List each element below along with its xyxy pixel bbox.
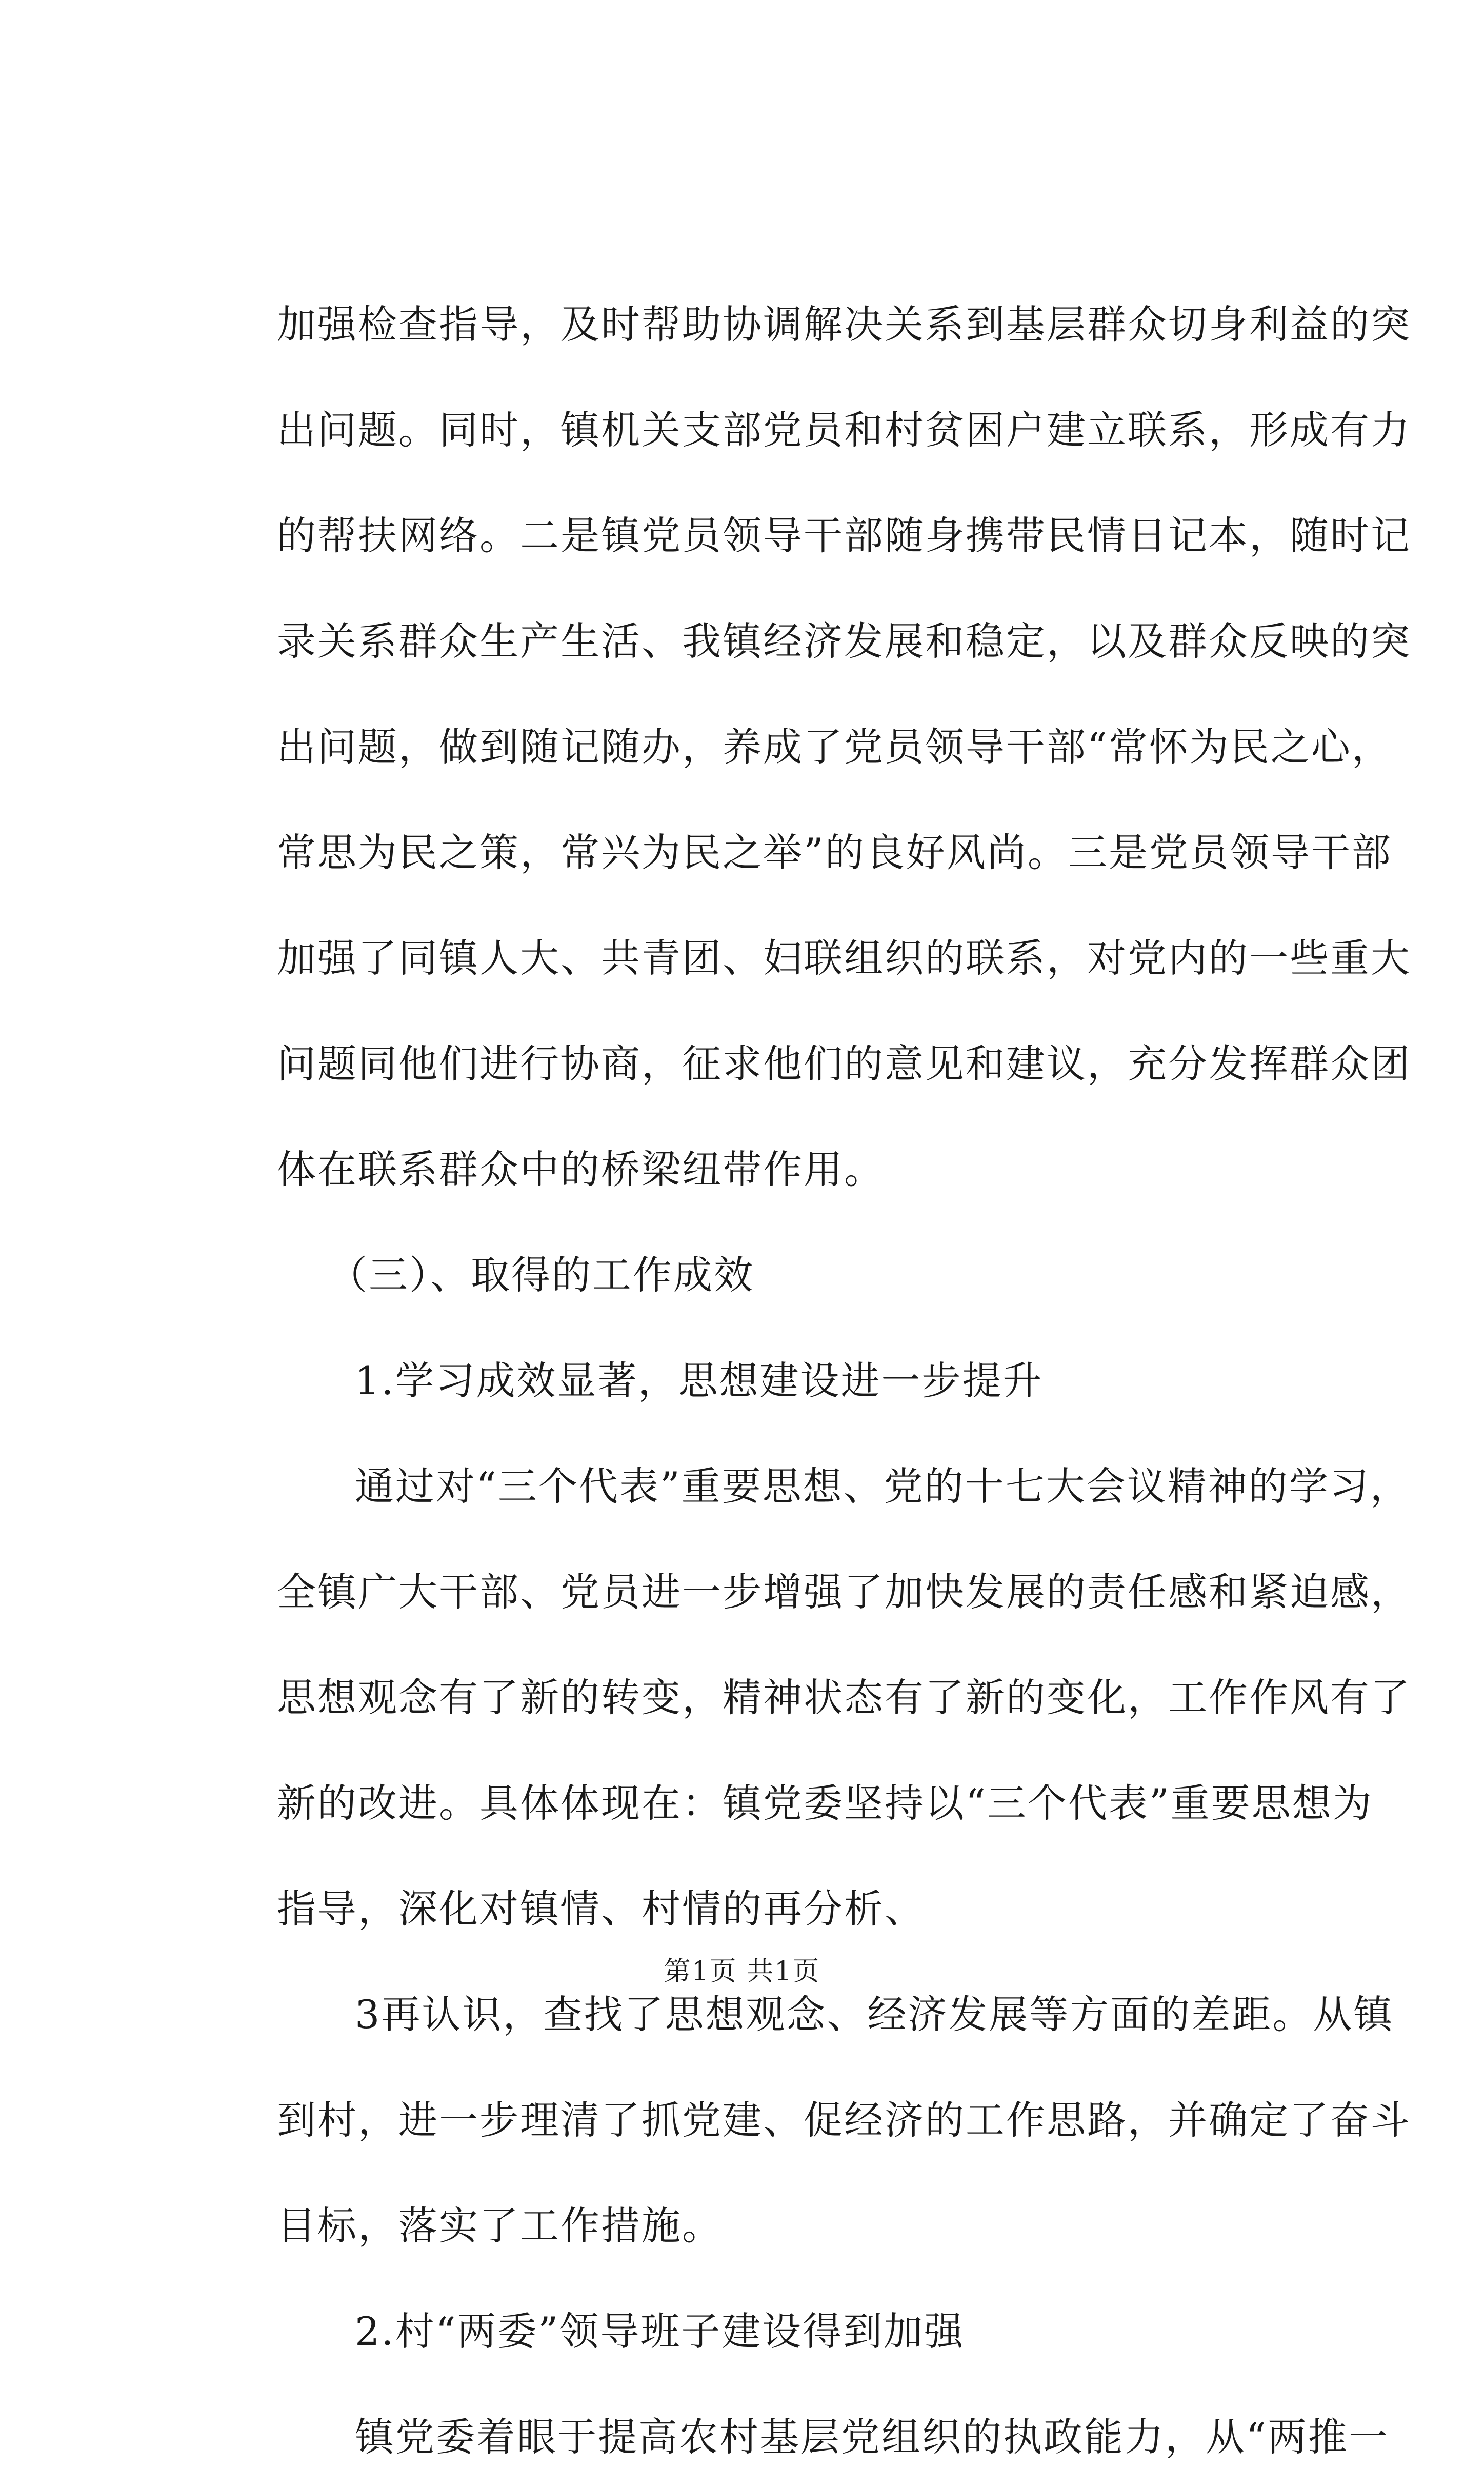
page-footer: 第1页 共1页 bbox=[664, 1956, 820, 1987]
text-line: 加强检查指导，及时帮助协调解决关系到基层群众切身利益的突 bbox=[277, 302, 1411, 347]
text-line: 3再认识，查找了思想观念、经济发展等方面的差距。从镇 bbox=[355, 1992, 1394, 2037]
text-line: 1.学习成效显著，思想建设进一步提升 bbox=[355, 1358, 1044, 1403]
text-line: 思想观念有了新的转变，精神状态有了新的变化，工作作风有了 bbox=[277, 1675, 1411, 1720]
text-line: 镇党委着眼于提高农村基层党组织的执政能力，从“两推一 bbox=[355, 2414, 1389, 2460]
text-line: 问题同他们进行协商，征求他们的意见和建议，充分发挥群众团 bbox=[277, 1041, 1411, 1087]
text-line: 全镇广大干部、党员进一步增强了加快发展的责任感和紧迫感， bbox=[277, 1569, 1411, 1615]
text-line: 目标，落实了工作措施。 bbox=[277, 2203, 723, 2248]
text-line: 到村，进一步理清了抓党建、促经济的工作思路，并确定了奋斗 bbox=[277, 2097, 1411, 2143]
document-body bbox=[277, 272, 1411, 2490]
text-line: 体在联系群众中的桥梁纽带作用。 bbox=[277, 1147, 885, 1192]
text-line: 常思为民之策，常兴为民之举”的良好风尚。三是党员领导干部 bbox=[277, 830, 1392, 875]
text-line: （三）、取得的工作成效 bbox=[328, 1252, 754, 1298]
text-line: 录关系群众生产生活、我镇经济发展和稳定，以及群众反映的突 bbox=[277, 618, 1411, 664]
text-line: 2.村“两委”领导班子建设得到加强 bbox=[355, 2308, 965, 2354]
text-line: 加强了同镇人大、共青团、妇联组织的联系，对党内的一些重大 bbox=[277, 935, 1411, 981]
text-line: 通过对“三个代表”重要思想、党的十七大会议精神的学习， bbox=[355, 1463, 1411, 1509]
text-line: 出问题，做到随记随办，养成了党员领导干部“常怀为民之心， bbox=[277, 724, 1392, 770]
text-line: 出问题。同时，镇机关支部党员和村贫困户建立联系，形成有力 bbox=[277, 407, 1411, 453]
text-line: 的帮扶网络。二是镇党员领导干部随身携带民情日记本，随时记 bbox=[277, 513, 1411, 558]
text-line: 新的改进。具体体现在：镇党委坚持以“三个代表”重要思想为 bbox=[277, 1780, 1373, 1826]
text-line: 指导，深化对镇情、村情的再分析、 bbox=[277, 1886, 925, 1932]
